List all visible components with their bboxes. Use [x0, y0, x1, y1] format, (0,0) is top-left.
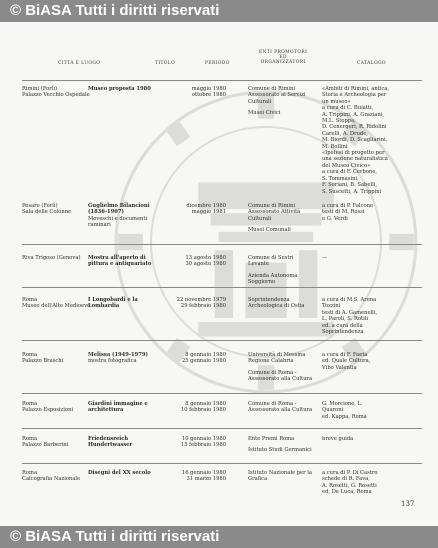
header-catalog: CATALOGO — [357, 61, 386, 66]
organizer-cell — [248, 401, 314, 414]
city-name: Roma — [22, 401, 38, 407]
catalog-line: — — [322, 255, 328, 261]
organizer-cell — [248, 255, 314, 286]
title-cell — [88, 352, 158, 365]
title-cell — [88, 436, 158, 449]
catalog-line: schede di R. Fava, — [322, 476, 370, 483]
organizer-line: Comune di Sestri — [248, 255, 294, 261]
period-cell — [174, 86, 226, 99]
organizer-cell — [248, 470, 314, 483]
period-cell — [174, 352, 226, 365]
catalog-line: a cura di C. Buiatti, — [322, 105, 374, 112]
catalog-line: S. Tommasini, — [322, 175, 359, 182]
organizer-line: Assessorato Attività — [248, 209, 301, 216]
catalog-line: testi di M. Rossi — [322, 209, 365, 216]
header-organizer: ENTI PROMOTORI ED ORGANIZZATORI — [259, 50, 308, 65]
city-name: Roma — [22, 436, 38, 442]
organizer-line: Istituto Studi Germanici — [248, 447, 312, 454]
catalog-line: Tozzini — [322, 303, 341, 310]
period-date: 8 gennaio 1980 — [185, 352, 226, 358]
venue-name: Palazzo Vecchio Ospedale — [22, 92, 90, 99]
row-divider — [22, 393, 422, 394]
organizer-line: Comune di Rimini — [248, 86, 296, 92]
header-place: CITTÀ E LUOGO — [58, 61, 101, 66]
organizer-line: Musei Civici — [248, 110, 281, 117]
row-divider — [22, 340, 422, 341]
exhibition-subtitle: raminari — [88, 222, 111, 229]
catalog-line: un museo» — [322, 98, 351, 105]
organizer-line: Soggiorno — [248, 279, 276, 286]
catalog-line: F. Soriani, B. Sabelli, — [322, 182, 378, 189]
organizer-line: Comune di Roma - — [248, 401, 297, 407]
organizer-line: Grafica — [248, 476, 268, 483]
exhibition-title: Giardini immagine e architettura — [88, 401, 148, 414]
catalog-line: ed. Quale Cultura, — [322, 358, 371, 365]
catalog-line: M.L. Stoppa, — [322, 118, 356, 125]
city-name: Rimini (Forlì) — [22, 86, 58, 92]
organizer-cell — [248, 436, 314, 454]
catalog-cell — [322, 436, 422, 442]
city-name: Roma — [22, 470, 38, 476]
catalog-line: Vibo Valentia — [322, 364, 357, 371]
catalog-line: Soprintendenza — [322, 329, 364, 336]
period-date: 8 gennaio 1980 — [185, 401, 226, 407]
organizer-line: Musei Comunali — [248, 227, 291, 234]
catalog-line: a cura di F. Faeta — [322, 352, 368, 358]
organizer-line: Istituto Nazionale per la — [248, 470, 312, 476]
row-divider — [22, 287, 422, 288]
period-date: 30 agosto 1980 — [185, 261, 226, 268]
catalog-line: a cura di M.S. Arena — [322, 297, 377, 303]
title-cell — [88, 470, 158, 476]
watermark-text-top: © BiASA Tutti i diritti riservati — [10, 2, 220, 19]
catalog-line: G. Morcione, L. — [322, 401, 363, 407]
city-name: Pesaro (Forlì) — [22, 203, 58, 209]
city-name: Roma — [22, 297, 38, 303]
organizer-cell — [248, 297, 314, 310]
period-date: 25 gennaio 1980 — [181, 358, 226, 365]
period-cell — [174, 470, 226, 483]
organizer-line: Comune di Roma - — [248, 369, 297, 376]
catalog-line: a cura di P. Falcone — [322, 203, 374, 209]
period-date: maggio 1980 — [191, 86, 226, 92]
catalog-line: «Ambiti di Rimini, antica, — [322, 86, 390, 92]
row-divider — [22, 463, 422, 464]
catalog-cell — [322, 297, 422, 335]
organizer-cell — [248, 352, 314, 383]
organizer-cell — [248, 203, 314, 234]
period-date: 13 agosto 1980 — [185, 255, 226, 261]
header-period: PERIODO — [205, 61, 230, 66]
row-divider — [22, 244, 422, 245]
catalog-line: Storia e Archeologia per — [322, 92, 387, 99]
period-date: maggio 1981 — [191, 209, 226, 216]
catalog-cell — [322, 255, 422, 261]
catalog-line: A. Trippini, A. Graziani, — [322, 111, 385, 118]
exhibition-title: I Longobardi e la Lombardia — [88, 297, 138, 310]
period-cell — [174, 436, 226, 449]
title-cell — [88, 401, 158, 414]
catalog-line: e G. Verdi — [322, 215, 348, 222]
venue-name: Calcografia Nazionale — [22, 476, 81, 483]
watermark-text-bottom: © BiASA Tutti i diritti riservati — [10, 528, 220, 545]
period-cell — [174, 255, 226, 268]
catalog-line: L. Paroli, S. Rotili — [322, 316, 369, 323]
organizer-line: Comune di Rimini — [248, 203, 296, 209]
catalog-line: ed. a cura della — [322, 322, 363, 329]
header-rule — [22, 80, 422, 81]
exhibition-title: Disegni del XX secolo — [88, 470, 151, 476]
city-name: Riva Trigoso (Genova) — [22, 255, 81, 261]
period-date: 10 gennaio 1980 — [181, 436, 226, 442]
period-date: 31 marzo 1980 — [186, 476, 226, 483]
organizer-line: Culturali — [248, 215, 272, 222]
catalog-cell — [322, 352, 422, 371]
watermark-banner-bottom — [0, 526, 438, 548]
city-name: Roma — [22, 352, 38, 358]
period-date: 15 febbraio 1980 — [180, 442, 226, 449]
catalog-cell — [322, 203, 422, 222]
catalog-line: Carelli, A. Drude, — [322, 130, 368, 137]
exhibition-title: Friedensreich Hundertwasser — [88, 436, 133, 449]
catalog-line: M. Biordi, D. Scagliarini, — [322, 137, 388, 144]
page-number: 137 — [401, 500, 415, 508]
catalog-line: ed. Kappa, Roma — [322, 413, 367, 420]
row-divider — [22, 428, 422, 429]
catalog-line: Quaroni — [322, 407, 344, 414]
title-cell — [88, 86, 158, 92]
period-date: dicembre 1980 — [186, 203, 226, 209]
catalog-line: testi di A. Gamenelli, — [322, 309, 378, 316]
exhibition-title: Guglielmo Bilancioni (1836-1907) — [88, 203, 150, 216]
title-cell — [88, 255, 158, 268]
period-date: ottobre 1980 — [191, 92, 226, 99]
organizer-line: Assessorato alla Cultura — [248, 407, 313, 414]
organizer-line: Regione Calabria — [248, 358, 294, 365]
organizer-line: Azienda Autonoma — [248, 272, 298, 279]
organizer-line: Levante — [248, 261, 270, 268]
period-date: 22 novembre 1979 — [176, 297, 226, 303]
catalog-line: M. Bollini — [322, 143, 348, 150]
period-cell — [174, 297, 226, 310]
period-date: 29 febbraio 1980 — [180, 303, 226, 310]
organizer-line: Assessorato alla Cultura — [248, 376, 313, 383]
exhibition-title: Mostra all'aperto di pittura e antiquariato — [88, 255, 152, 268]
period-cell — [174, 203, 226, 216]
catalog-line: breve guida — [322, 436, 354, 442]
catalog-line: a cura di F. Cerbone, — [322, 169, 377, 176]
catalog-cell — [322, 86, 422, 195]
period-cell — [174, 401, 226, 414]
exhibition-title: Melissa (1949-1979) — [88, 352, 148, 358]
exhibition-title: Museo proposta 1980 — [88, 86, 151, 92]
organizer-line: Soprintendenza — [248, 297, 290, 303]
catalog-line: ed. De Luca, Roma — [322, 489, 372, 496]
organizer-line: Archeologica di Ostia — [248, 303, 305, 310]
catalog-line: A. Rosetti, G. Rosetti — [322, 482, 377, 489]
organizer-line: Assessorato ai Servizi — [248, 92, 306, 99]
header-title: TITOLO — [155, 61, 176, 66]
title-cell — [88, 297, 158, 310]
period-date: 16 gennaio 1980 — [181, 470, 226, 476]
organizer-cell — [248, 86, 314, 117]
catalog-line: una sezione naturalistica — [322, 156, 388, 163]
period-date: 10 febbraio 1980 — [180, 407, 226, 414]
watermark-banner-top — [0, 0, 438, 22]
catalog-line: S. Suscetti, A. Trippini — [322, 188, 382, 195]
venue-name: Palazzo Barberini — [22, 442, 69, 449]
catalog-line: D. Cenergeri, R. Ridolini — [322, 124, 387, 131]
exhibition-subtitle: Moveschi e documenti — [88, 215, 148, 222]
organizer-line: Culturali — [248, 98, 272, 105]
catalog-cell — [322, 470, 422, 496]
venue-name: Sala delle Colonne — [22, 209, 72, 216]
title-cell — [88, 203, 158, 229]
organizer-line: Università di Messina — [248, 352, 306, 358]
venue-name: Palazzo Braschi — [22, 358, 64, 365]
catalog-cell — [322, 401, 422, 420]
catalog-line: del Museo Civico» — [322, 162, 371, 169]
exhibition-subtitle: mostra fotografica — [88, 358, 137, 365]
venue-name: Palazzo Esposizioni — [22, 407, 74, 414]
organizer-line: Ente Premi Roma — [248, 436, 295, 442]
venue-name: Museo dell'Alto Medioevo — [22, 303, 91, 310]
catalog-line: «Ipotesi di progetto per — [322, 150, 385, 157]
catalog-line: a cura di P. Di Castro — [322, 470, 378, 476]
